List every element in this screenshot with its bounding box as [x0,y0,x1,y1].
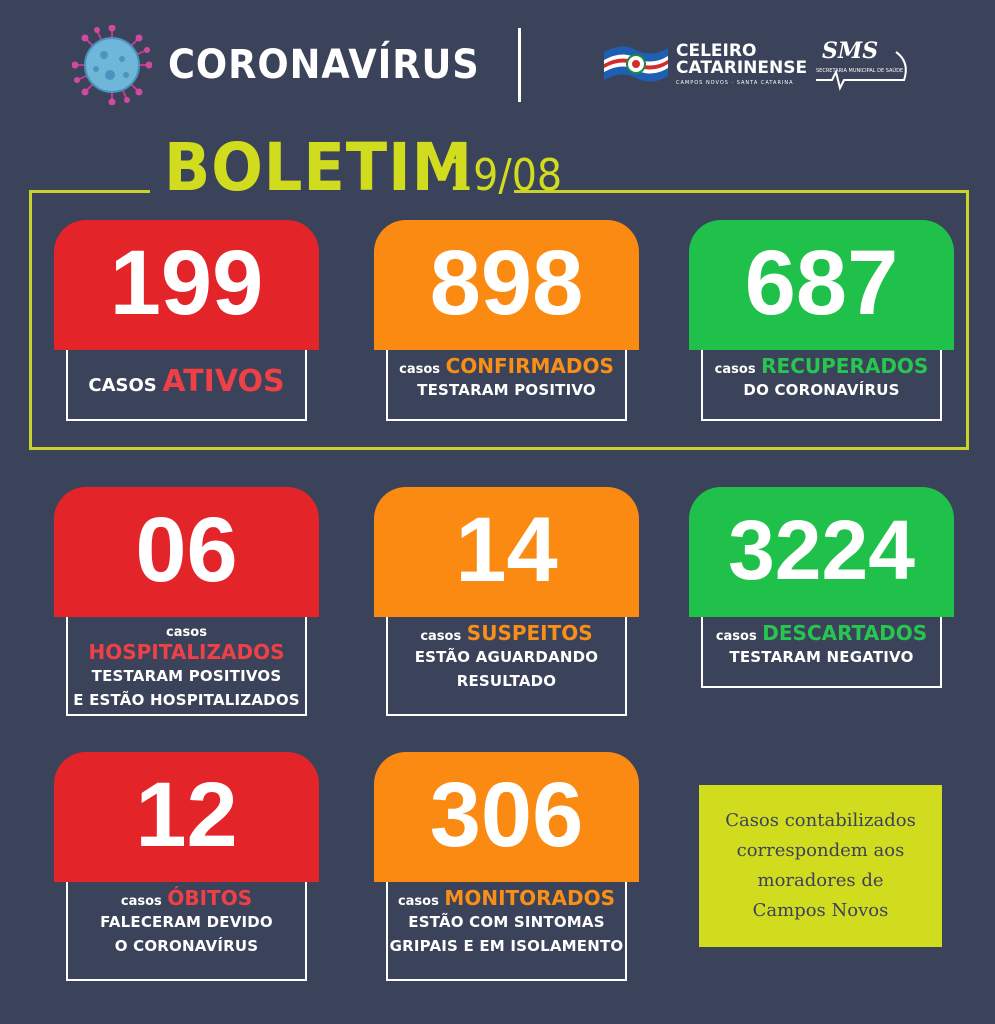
card-recuperados-value: 687 [744,232,899,334]
suspeitos-line1: ESTÃO AGUARDANDO [414,648,599,666]
card-hospitalizados-label [66,617,307,716]
boletim-heading [150,128,563,208]
recuperados-highlight: RECUPERADOS [761,354,929,378]
suspeitos-line2: RESULTADO [456,672,557,690]
card-monitorados-label [386,882,627,981]
obitos-highlight: ÓBITOS [167,886,253,910]
card-suspeitos-label [386,617,627,716]
card-suspeitos-value: 14 [455,499,558,601]
suspeitos-highlight: SUSPEITOS [466,621,593,645]
casos-label: casos [420,629,462,644]
casos-label: CASOS [88,375,157,396]
recuperados-line1: DO CORONAVÍRUS [743,381,900,399]
card-monitorados-value: 306 [429,764,584,866]
obitos-line1: FALECERAM DEVIDO [100,913,273,931]
card-descartados-label [701,617,942,688]
confirmados-line1: TESTARAM POSITIVO [417,381,596,399]
card-confirmados-label [386,350,627,421]
casos-label: casos [120,894,162,909]
card-hospitalizados-value: 06 [135,499,238,601]
header-divider [518,28,521,102]
header [0,0,995,120]
card-recuperados-label [701,350,942,421]
card-ativos-label [66,350,307,421]
celeiro-text [676,43,807,77]
note-box [699,785,942,947]
casos-label: casos [399,362,440,377]
casos-label: casos [397,894,439,909]
celeiro-line2: CATARINENSE [676,58,808,78]
sms-logo [812,38,912,92]
sms-sub: SECRETARIA MUNICIPAL DE SAÚDE [816,68,904,74]
note-line3: moradores de [757,870,884,891]
monitorados-line2: GRIPAIS E EM ISOLAMENTO [389,937,624,955]
card-confirmados-value: 898 [429,232,584,334]
card-obitos-label [66,882,307,981]
celeiro-sub: CAMPOS NOVOS · SANTA CATARINA [676,80,794,86]
monitorados-line1: ESTÃO COM SINTOMAS [408,913,605,931]
monitorados-highlight: MONITORADOS [444,886,616,910]
hospitalizados-line1: TESTARAM POSITIVOS [91,667,282,685]
hospitalizados-highlight: HOSPITALIZADOS [88,640,285,664]
note-line2: correspondem aos [736,840,905,861]
descartados-line1: TESTARAM NEGATIVO [729,648,914,666]
virus-icon [72,25,152,105]
hospitalizados-line2: E ESTÃO HOSPITALIZADOS [73,691,300,709]
ativos-highlight: ATIVOS [162,364,285,399]
boletim-date: 19/08 [448,150,563,201]
descartados-highlight: DESCARTADOS [762,621,928,645]
casos-label: casos [714,362,756,377]
card-descartados-value: 3224 [728,503,915,597]
celeiro-catarinense-logo [602,40,808,90]
note-line4: Campos Novos [752,900,889,921]
santa-catarina-flag-icon [602,42,670,88]
note-line1: Casos contabilizados [725,810,916,831]
casos-label: casos [166,625,207,640]
boletim-word: BOLETIM [164,129,473,206]
sms-letters: SMS [822,38,879,64]
obitos-line2: O CORONAVÍRUS [114,937,259,955]
card-obitos-value: 12 [135,764,238,866]
page-title: CORONAVÍRUS [168,42,480,88]
confirmados-highlight: CONFIRMADOS [445,354,614,378]
celeiro-line1: CELEIRO [676,41,757,61]
card-ativos-value: 199 [109,232,264,334]
casos-label: casos [715,629,757,644]
